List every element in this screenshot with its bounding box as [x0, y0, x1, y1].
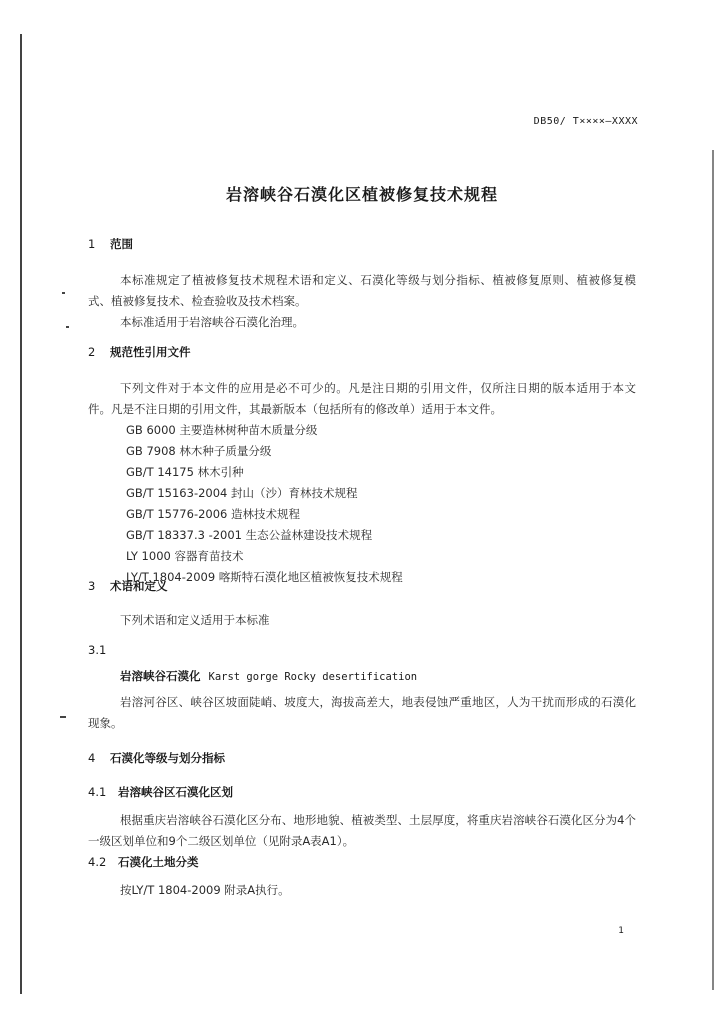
- paragraph: 本标准适用于岩溶峡谷石漠化治理。: [120, 315, 304, 329]
- paragraph: 根据重庆岩溶峡谷石漠化区分布、地形地貌、植被类型、土层厚度，将重庆岩溶峡谷石漠化区分为4个一级区划单位和9个二级区划单位（见附录A表A1）。: [88, 813, 636, 848]
- section-title: 规范性引用文件: [110, 345, 191, 359]
- reference-item: GB 7908 林木种子质量分级: [126, 444, 272, 458]
- document-title: 岩溶峡谷石漠化区植被修复技术规程: [225, 185, 498, 204]
- section-title: 范围: [110, 237, 133, 251]
- paragraph: 下列文件对于本文件的应用是必不可少的。凡是注日期的引用文件，仅所注日期的版本适用于本文件。凡是不注日期的引用文件，其最新版本（包括所有的修改单）适用于本文件。: [88, 381, 636, 416]
- reference-item: LY 1000 容器育苗技术: [126, 549, 244, 563]
- section-3-body: [88, 610, 636, 631]
- paragraph: 岩溶河谷区、峡谷区坡面陡峭、坡度大，海拔高差大，地表侵蚀严重地区，人为干扰而形成的石漠化现象。: [88, 695, 636, 730]
- paragraph: 本标准规定了植被修复技术规程术语和定义、石漠化等级与划分指标、植被修复原则、植被修复模式、植被修复技术、检查验收及技术档案。: [88, 273, 636, 308]
- section-3-heading: [88, 576, 636, 597]
- section-title: 术语和定义: [110, 579, 168, 593]
- term-english: Karst gorge Rocky desertification: [208, 671, 418, 683]
- subsection-4-2-body: [88, 880, 636, 901]
- section-number: 1: [88, 237, 96, 251]
- subsection-4-1-heading: [88, 782, 636, 803]
- section-number: 2: [88, 345, 96, 359]
- section-number: 3: [88, 579, 96, 593]
- section-title: 石漠化等级与划分指标: [110, 751, 225, 765]
- section-1-body: [88, 270, 636, 333]
- reference-item: LY/T 1804-2009 喀斯特石漠化地区植被恢复技术规程: [126, 570, 403, 584]
- reference-item: GB/T 14175 林木引种: [126, 465, 244, 479]
- paragraph: 下列术语和定义适用于本标准: [120, 613, 270, 627]
- term-definition: [88, 692, 636, 734]
- subsection-number: 3.1: [88, 643, 107, 657]
- subsection-title: 岩溶峡谷区石漠化区划: [118, 785, 233, 799]
- subsection-3-1-number: [88, 640, 636, 661]
- scan-speck: [66, 326, 69, 328]
- term-entry: [88, 666, 636, 688]
- reference-item: GB/T 15776-2006 造林技术规程: [126, 507, 301, 521]
- subsection-4-1-body: [88, 810, 636, 852]
- section-4-heading: [88, 748, 636, 769]
- scan-speck: [60, 716, 66, 718]
- reference-item: GB/T 15163-2004 封山（沙）育林技术规程: [126, 486, 358, 500]
- reference-item: GB/T 18337.3 -2001 生态公益林建设技术规程: [126, 528, 373, 542]
- section-2-heading: [88, 342, 636, 363]
- subsection-number: 4.2: [88, 855, 107, 869]
- term-chinese: 岩溶峡谷石漠化: [120, 669, 201, 683]
- section-1-heading: [88, 234, 636, 255]
- section-number: 4: [88, 751, 96, 765]
- subsection-number: 4.1: [88, 785, 107, 799]
- section-2-body: [88, 378, 636, 588]
- subsection-4-2-heading: [88, 852, 636, 873]
- document-number: DB50/ T××××—XXXX: [533, 116, 638, 127]
- subsection-title: 石漠化土地分类: [118, 855, 199, 869]
- scan-speck: [62, 292, 65, 294]
- page-number: 1: [618, 926, 624, 936]
- scan-edge-left: [20, 34, 22, 994]
- scan-edge-right: [712, 150, 714, 990]
- paragraph: 按LY/T 1804-2009 附录A执行。: [120, 883, 290, 897]
- reference-item: GB 6000 主要造林树种苗木质量分级: [126, 423, 318, 437]
